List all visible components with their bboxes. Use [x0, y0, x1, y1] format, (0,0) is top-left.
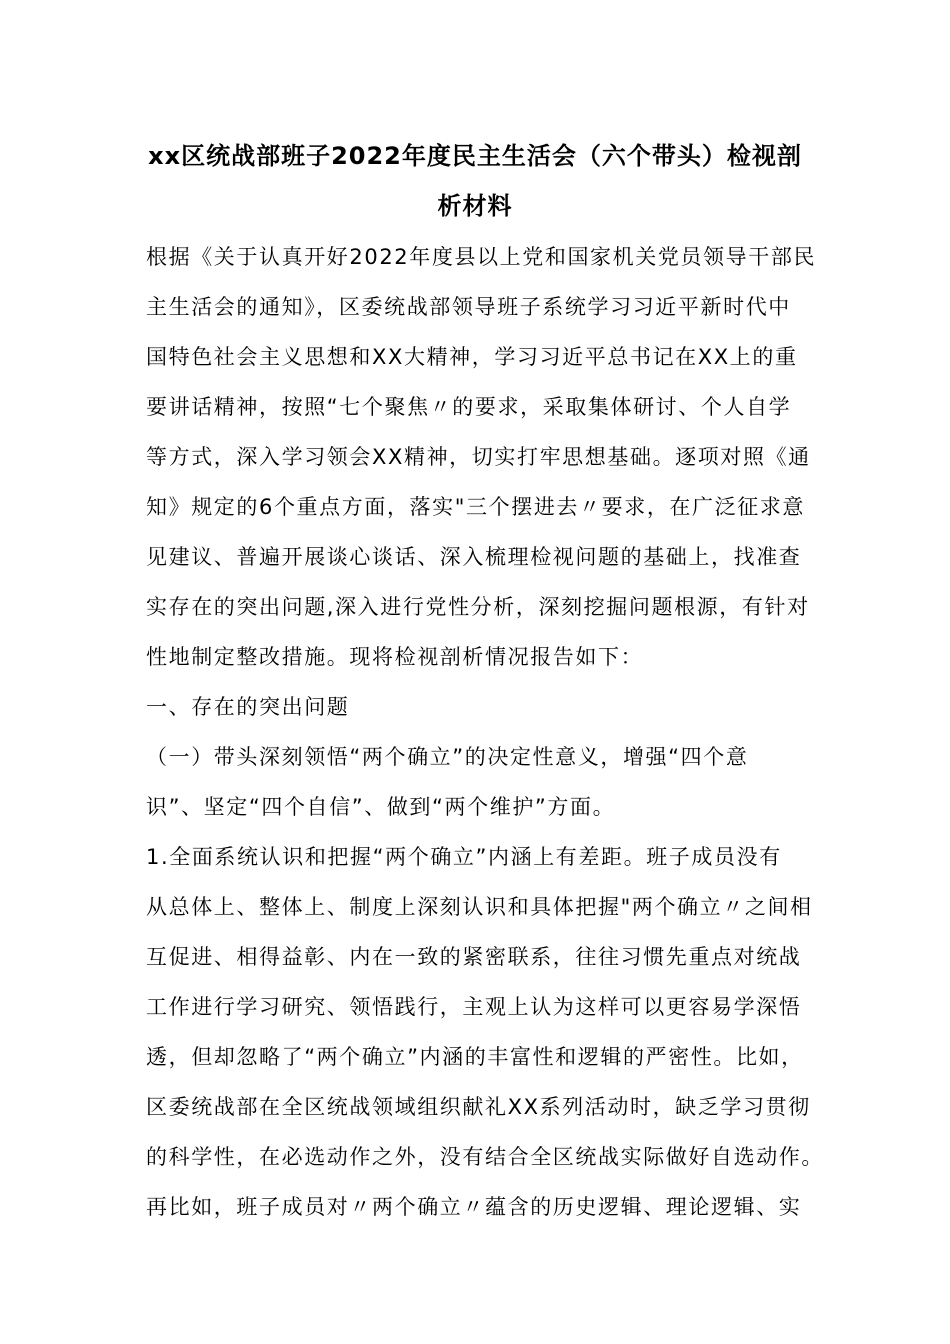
body-line: 1.全面系统认识和把握“两个确立”内涵上有差距。班子成员没有	[146, 845, 782, 869]
body-line: 知》规定的6个重点方面，落实"三个摆进去〃要求，在广泛征求意	[146, 495, 806, 519]
body-line: 工作进行学习研究、领悟践行，主观上认为这样可以更容易学深悟	[146, 995, 802, 1019]
body-line: 国特色社会主义思想和XX大精神，学习习近平总书记在XX上的重	[146, 345, 798, 369]
document-body	[146, 232, 822, 1232]
body-line: 要讲话精神，按照“七个聚焦〃的要求，采取集体研讨、个人自学	[146, 395, 792, 419]
body-line: 等方式，深入学习领会XX精神，切实打牢思想基础。逐项对照《通	[146, 445, 811, 469]
body-line: 见建议、普遍开展谈心谈话、深入梳理检视问题的基础上，找准查	[146, 545, 802, 569]
document-title-line-2: 析材料	[437, 192, 513, 220]
body-line: 的科学性，在必选动作之外，没有结合全区统战实际做好自选动作。	[146, 1145, 824, 1169]
body-line: 从总体上、整体上、制度上深刻认识和具体把握"两个确立〃之间相	[146, 895, 813, 919]
body-line: 性地制定整改措施。现将检视剖析情况报告如下：	[146, 645, 644, 669]
body-line: 主生活会的通知》，区委统战部领导班子系统学习习近平新时代中	[146, 295, 791, 319]
body-line: 再比如，班子成员对〃两个确立〃蕴含的历史逻辑、理论逻辑、实	[146, 1195, 802, 1219]
body-line: 根据《关于认真开好2022年度县以上党和国家机关党员领导干部民	[146, 245, 817, 269]
section-heading: 一、存在的突出问题	[146, 695, 350, 719]
body-line: 透，但却忽略了“两个确立”内涵的丰富性和逻辑的严密性。比如，	[146, 1045, 804, 1069]
subsection-heading: （一）带头深刻领悟“两个确立”的决定性意义，增强“四个意	[146, 745, 749, 769]
body-line: 区委统战部在全区统战领域组织献礼XX系列活动时，缺乏学习贯彻	[146, 1095, 811, 1119]
document-title-line-1: xx区统战部班子2022年度民主生活会（六个带头）检视剖	[148, 142, 802, 170]
subsection-heading: 识”、坚定“四个自信”、做到“两个维护”方面。	[146, 795, 616, 819]
body-line: 实存在的突出问题,深入进行党性分析，深刻挖掘问题根源，有针对	[146, 595, 810, 619]
body-line: 互促进、相得益彰、内在一致的紧密联系，往往习惯先重点对统战	[146, 945, 802, 969]
